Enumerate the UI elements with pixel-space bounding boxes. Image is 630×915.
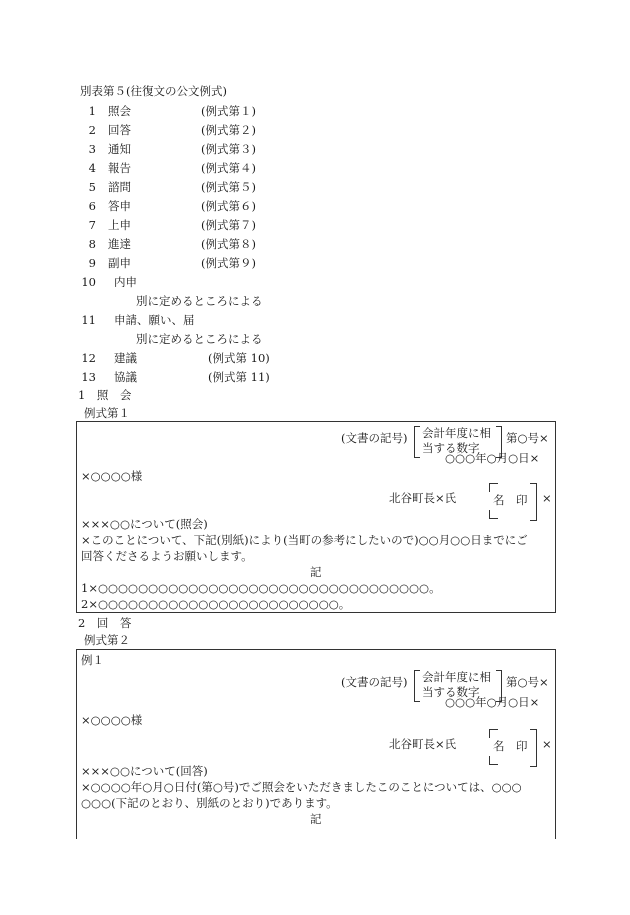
- index-ref: (例式第６): [201, 199, 256, 213]
- index-name: 申請、願い、届: [114, 313, 195, 327]
- index-num: 12: [81, 351, 96, 365]
- ki-heading: 記: [310, 565, 322, 579]
- section-2-example-label: 例式第２: [84, 633, 130, 647]
- seal-suffix: ×: [542, 737, 552, 751]
- index-ref: (例式第５): [201, 180, 256, 194]
- index-note: 別に定めるところによる: [136, 294, 263, 308]
- doc-date: ○○○年○月○日×: [445, 695, 540, 709]
- index-name: 報告: [108, 161, 131, 175]
- index-ref: (例式第２): [201, 123, 256, 137]
- doc-symbol: (文書の記号): [341, 431, 408, 445]
- index-note: 別に定めるところによる: [136, 332, 263, 346]
- index-num: 1: [88, 104, 96, 118]
- section-2-title: 2 回 答: [78, 616, 132, 630]
- index-ref: (例式第４): [201, 161, 256, 175]
- letter-body-line-2: ○○○(下記のとおり、別紙のとおり)であります。: [81, 796, 338, 810]
- index-num: 6: [88, 199, 96, 213]
- seal-mark: [489, 483, 537, 519]
- addressee: ×○○○○様: [81, 469, 143, 483]
- bracket-line-1: 会計年度に相: [422, 426, 491, 440]
- index-ref: (例式第３): [201, 142, 256, 156]
- index-num: 5: [88, 180, 96, 194]
- seal-mark: [489, 729, 537, 765]
- letter-body-line-1: ×このことについて、下記(別紙)により(当町の参考にしたいので)○○月○○日までにご: [81, 533, 528, 547]
- index-num: 10: [81, 275, 96, 289]
- seal-text: 名 印: [493, 739, 528, 753]
- ki-heading: 記: [310, 812, 322, 826]
- page-heading: 別表第５(往復文の公文例式): [80, 84, 227, 98]
- bracket-line-1: 会計年度に相: [422, 670, 491, 684]
- index-name: 通知: [108, 142, 131, 156]
- index-name: 協議: [114, 370, 137, 384]
- index-ref: (例式第 10): [208, 351, 270, 365]
- doc-number: 第○号×: [506, 431, 549, 445]
- letter-subject: ×××○○について(照会): [81, 517, 208, 531]
- index-name: 副申: [108, 256, 131, 270]
- seal-text: 名 印: [493, 493, 528, 507]
- example-1-form-box: [76, 421, 556, 613]
- sender: 北谷町長×氏: [389, 737, 457, 751]
- index-name: 進達: [108, 237, 131, 251]
- index-name: 回答: [108, 123, 131, 137]
- index-num: 4: [88, 161, 96, 175]
- note-item-2: 2×○○○○○○○○○○○○○○○○○○○○○○○○。: [81, 597, 351, 611]
- index-name: 諮問: [108, 180, 131, 194]
- index-ref: (例式第 11): [208, 370, 270, 384]
- index-name: 答申: [108, 199, 131, 213]
- index-num: 8: [88, 237, 96, 251]
- seal-suffix: ×: [542, 491, 552, 505]
- index-num: 3: [88, 142, 96, 156]
- index-name: 内申: [114, 275, 137, 289]
- index-num: 2: [88, 123, 96, 137]
- index-name: 照会: [108, 104, 131, 118]
- letter-subject: ×××○○について(回答): [81, 764, 208, 778]
- index-num: 13: [81, 370, 96, 384]
- index-num: 9: [88, 256, 96, 270]
- index-ref: (例式第８): [201, 237, 256, 251]
- doc-symbol: (文書の記号): [341, 675, 408, 689]
- bracket-line-2: 当する数字: [422, 441, 480, 455]
- letter-body-line-2: 回答くださるようお願いします。: [81, 549, 253, 563]
- index-num: 7: [88, 218, 96, 232]
- index-ref: (例式第１): [201, 104, 256, 118]
- section-1-example-label: 例式第１: [84, 406, 130, 420]
- example-2-form-box: [76, 649, 556, 839]
- index-ref: (例式第９): [201, 256, 256, 270]
- example-sub-label: 例１: [81, 653, 104, 667]
- doc-date: ○○○年○月○日×: [445, 451, 540, 465]
- section-1-title: 1 照 会: [78, 388, 132, 402]
- bracket-line-2: 当する数字: [422, 685, 480, 699]
- addressee: ×○○○○様: [81, 713, 143, 727]
- doc-number: 第○号×: [506, 675, 549, 689]
- index-name: 上申: [108, 218, 131, 232]
- sender: 北谷町長×氏: [389, 491, 457, 505]
- note-item-1: 1×○○○○○○○○○○○○○○○○○○○○○○○○○○○○○○○○○。: [81, 581, 441, 595]
- index-name: 建議: [114, 351, 137, 365]
- index-ref: (例式第７): [201, 218, 256, 232]
- letter-body-line-1: ×○○○○年○月○日付(第○号)でご照会をいただきましたこのことについては、○○○: [81, 780, 522, 794]
- index-num: 11: [81, 313, 96, 327]
